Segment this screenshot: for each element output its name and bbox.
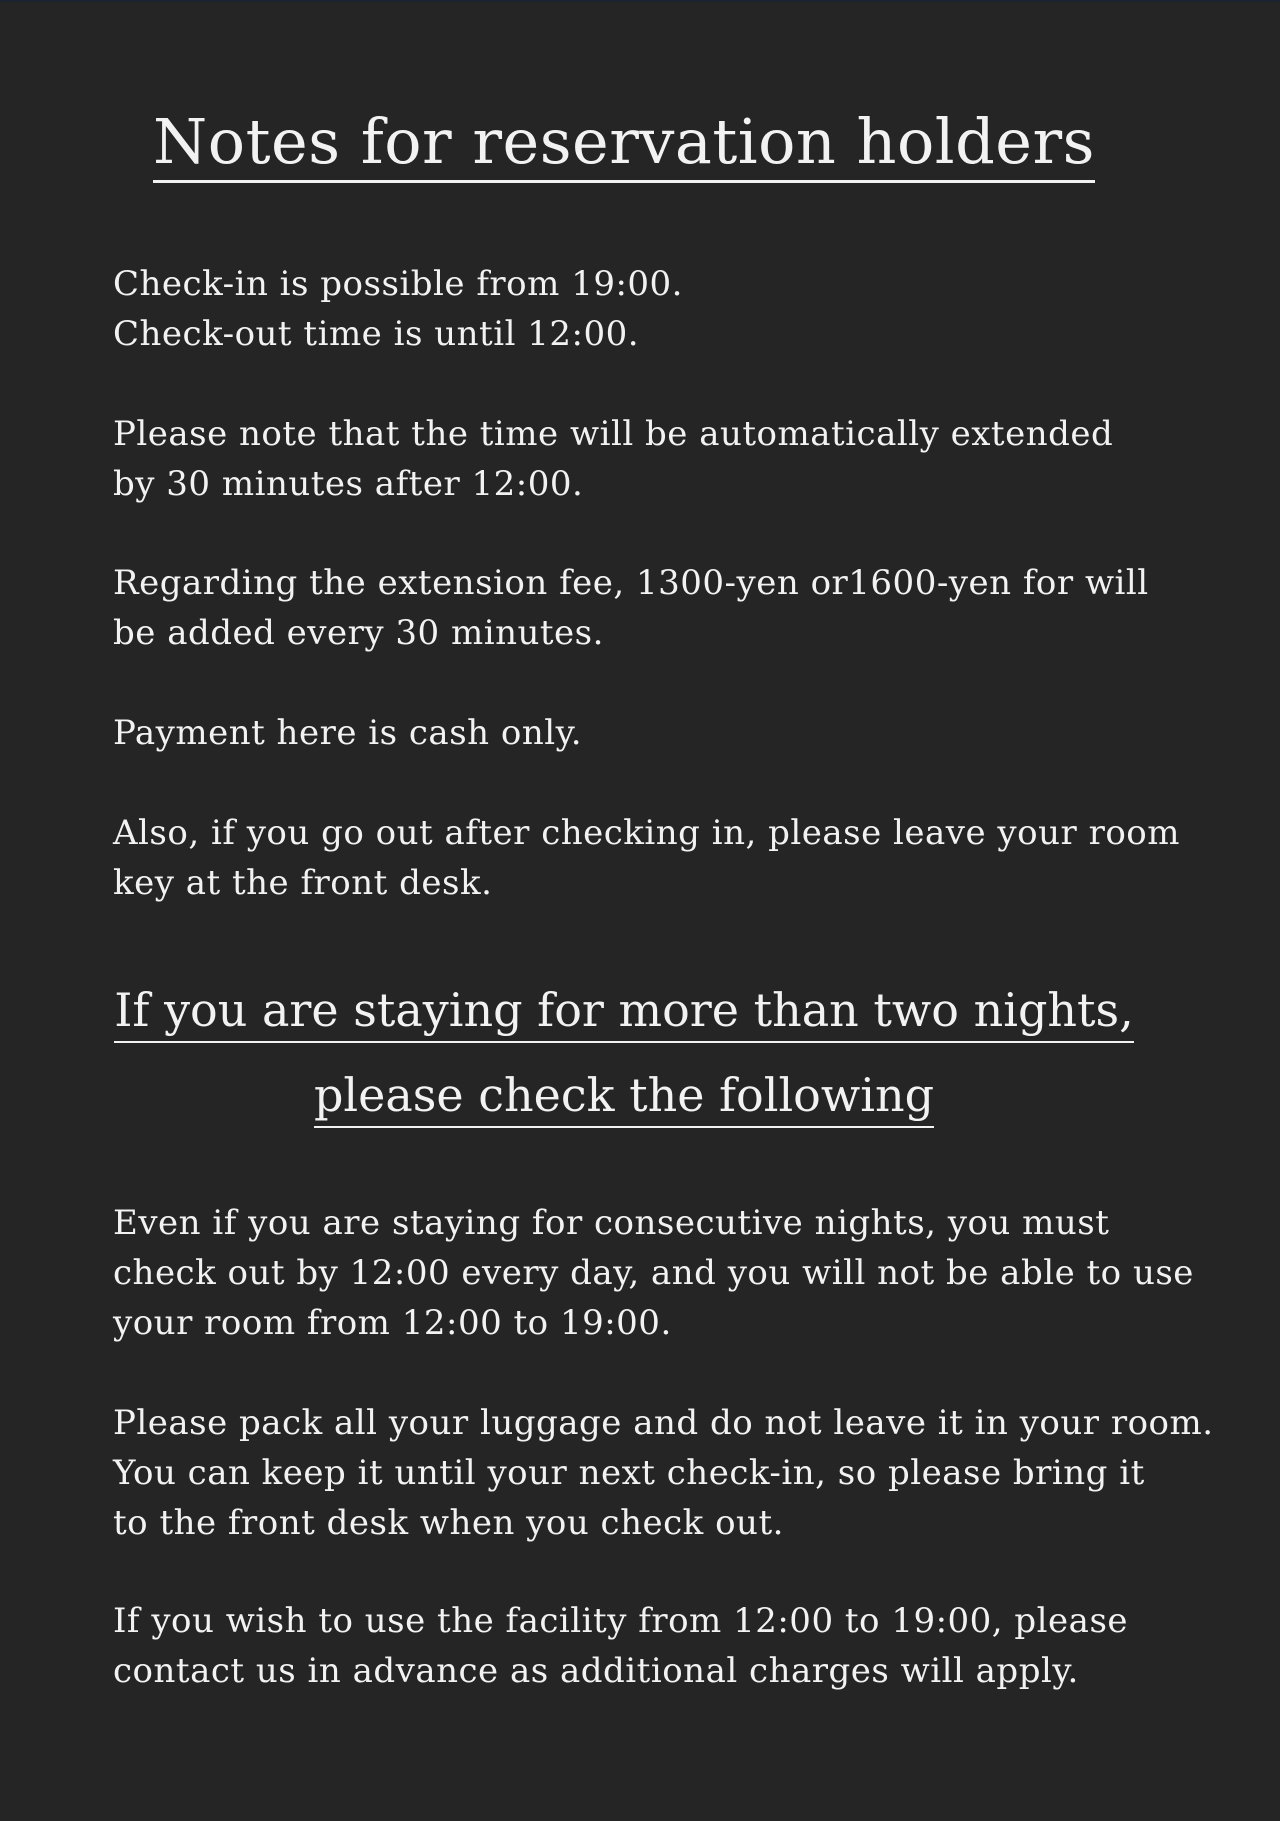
extension-paragraph	[113, 409, 1153, 509]
check-times-paragraph	[113, 259, 1153, 359]
facility-paragraph	[113, 1596, 1153, 1696]
room-key-line-1: Also, if you go out after checking in, please leave your room	[113, 813, 1181, 853]
facility-line-2: contact us in advance as additional charges will apply.	[113, 1651, 1079, 1691]
fee-paragraph	[113, 558, 1153, 658]
multi-night-heading-line-1	[0, 980, 1248, 1040]
fee-line-2: be added every 30 minutes.	[113, 613, 604, 653]
extension-line-2: by 30 minutes after 12:00.	[113, 464, 584, 504]
consecutive-line-3: your room from 12:00 to 19:00.	[113, 1303, 672, 1343]
consecutive-line-2: check out by 12:00 every day, and you will not be able to use	[113, 1253, 1194, 1293]
consecutive-nights-paragraph	[113, 1198, 1194, 1348]
consecutive-line-1: Even if you are staying for consecutive nights, you must	[113, 1203, 1110, 1243]
multi-night-heading-line-2	[0, 1065, 1248, 1125]
check-out-text: Check-out time is until 12:00.	[113, 314, 640, 354]
page-title	[0, 102, 1248, 182]
fee-line-1: Regarding the extension fee, 1300-yen or1600-yen for will	[113, 563, 1149, 603]
luggage-line-1: Please pack all your luggage and do not leave it in your room.	[113, 1403, 1214, 1443]
extension-line-1: Please note that the time will be automatically extended	[113, 414, 1114, 454]
luggage-line-2: You can keep it until your next check-in, so please bring it	[113, 1453, 1145, 1493]
payment-text: Payment here is cash only.	[113, 713, 583, 753]
luggage-line-3: to the front desk when you check out.	[113, 1503, 784, 1543]
room-key-line-2: key at the front desk.	[113, 863, 493, 903]
facility-line-1: If you wish to use the facility from 12:00 to 19:00, please	[113, 1601, 1129, 1641]
page-title-text: Notes for reservation holders	[153, 105, 1095, 183]
payment-paragraph	[113, 708, 1153, 758]
multi-night-heading-text-1: If you are staying for more than two nights,	[114, 983, 1133, 1043]
multi-night-heading-text-2: please check the following	[314, 1068, 934, 1128]
luggage-paragraph	[113, 1398, 1214, 1548]
check-in-text: Check-in is possible from 19:00.	[113, 264, 683, 304]
room-key-paragraph	[113, 808, 1181, 908]
